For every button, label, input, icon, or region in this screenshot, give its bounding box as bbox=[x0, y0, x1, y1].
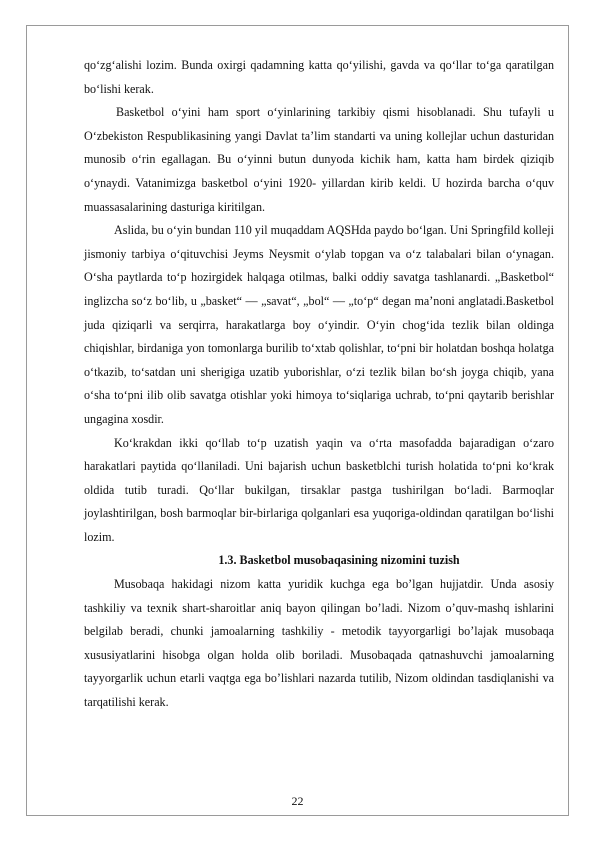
paragraph-competition-rules: Musobaqa hakidagi nizom katta yuridik kuchga ega bo’lgan hujjatdir. Unda asosiy tashkiliy va texnik shart-sharoitlar aniq bayon qilingan bo’ladi. Nizom o’quv-mashq ishlarini belgilab beradi, chunki jamoalarning tashkiliy - metodik tayyorgarligi bo’lajak musobaqa xususiyatlarini hisobga olgan holda olib boriladi. Musobaqada qatnashuvchi jamoalarning tayyorgarlik uchun etarli vaqtga ega bo’lishlari nazarda tutilib, Nizom oldindan tasdiqlanishi va tarqatilishi kerak. bbox=[84, 577, 554, 710]
paragraph-basketball-history: Aslida, bu o‘yin bundan 110 yil muqaddam AQSHda paydo bo‘lgan. Uni Springfild kolleji jismoniy tarbiya o‘qituvchisi Jeyms Neysmit o‘ylab topgan va o‘z talabalari bilan o‘ynagan. O‘sha paytlarda to‘p hozirgidek halqaga otilmas, balki oddiy savatga tashlanardi. „Basketbol“ inglizcha so‘z bo‘lib, u „basket“ — „savat“, „bol“ — „to‘p“ degan ma’noni anglatadi.Basketbol juda qiziqarli va serqirra, harakatlarga boy o‘yindir. O‘yin chog‘ida tezlik bilan oldinga chiqishlar, birdaniga yon tomonlarga burilib to‘xtab qolishlar, to‘pni bir holatdan boshqa holatga o‘tkazib, to‘satdan uni sherigiga uzatib yuborishlar, o‘zi tezlik bilan bo‘sh joyga chiqib, yana o‘sha to‘pni ilib olib savatga otishlar yoki himoya to‘siqlariga uchrab, to‘pni qaytarib berishlar ungagina xosdir. bbox=[84, 223, 554, 426]
page-number: 22 bbox=[291, 794, 304, 808]
document-body bbox=[84, 54, 554, 715]
paragraph-chest-pass: Ko‘krakdan ikki qo‘llab to‘p uzatish yaqin va o‘rta masofadda bajaradigan o‘zaro harakatlari paytida qo‘llaniladi. Uni bajarish uchun basketblchi turish holatida to‘pni ko‘krak oldida tutib turadi. Qo‘llar bukilgan, tirsaklar pastga tushirilgan bo‘ladi. Barmoqlar joylashtirilgan, bosh barmoqlar bir-birlariga qolganlari esa yuqoriga-oldindan qaratilgan bo‘lishi lozim. bbox=[84, 435, 554, 544]
section-heading: 1.3. Basketbol musobaqasining nizomini tuzish bbox=[218, 553, 460, 568]
paragraph-continuation: qo‘zg‘alishi lozim. Bunda oxirgi qadamning katta qo‘yilishi, gavda va qo‘llar to‘ga qaratilgan bo‘lishi kerak. bbox=[84, 58, 554, 96]
paragraph-basketball-intro: Basketbol o‘yini ham sport o‘yinlarining tarkibiy qismi hisoblanadi. Shu tufayli u O‘zbekiston Respublikasining yangi Davlat ta’lim standarti va uning kollejlar uchun dasturidan munosib o‘rin egallagan. Bu o‘yinni butun dunyoda kichik ham, katta ham birdek qiziqib o‘ynaydi. Vatanimizga basketbol o‘yini 1920- yillardan kirib keldi. U hozirda barcha o‘quv muassasalarining dasturiga kiritilgan. bbox=[84, 105, 554, 214]
